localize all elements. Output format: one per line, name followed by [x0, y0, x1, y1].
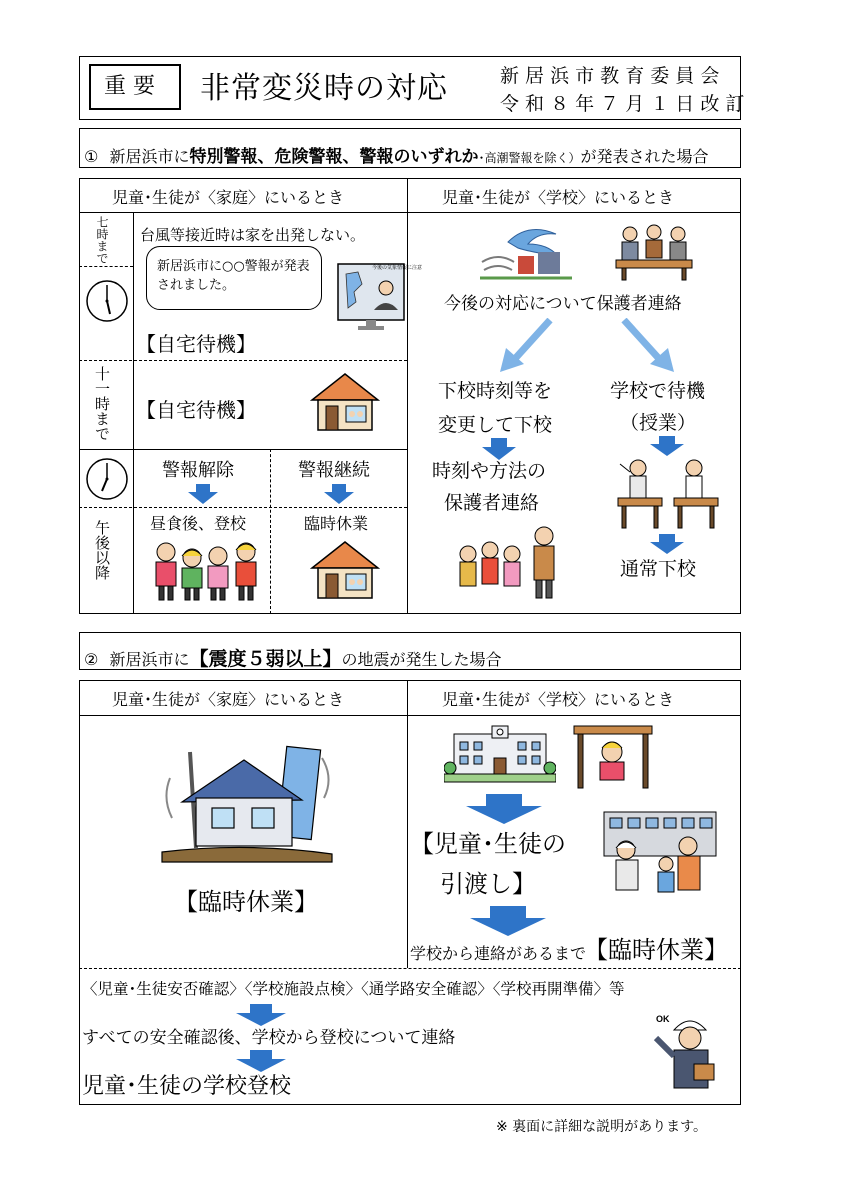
section1-tail: が発表された場合	[580, 147, 709, 166]
section2-divider	[407, 680, 408, 968]
section2-emph: 【震度５弱以上】	[189, 648, 342, 670]
down-arrow-icon	[650, 534, 684, 554]
section1-heading	[84, 142, 708, 167]
time-pm: 午後以降	[93, 520, 111, 580]
home-wait-2: 【自宅待機】	[136, 398, 256, 422]
handover-1: 【児童･生徒の	[410, 830, 566, 858]
down-arrow-icon	[188, 484, 218, 504]
branch-left-4: 保護者連絡	[444, 492, 540, 514]
badge-text: 重 要	[104, 74, 155, 99]
warning-continues: 警報継続	[298, 460, 370, 481]
section1-home-head: 児童･生徒が〈家庭〉にいるとき	[112, 188, 345, 207]
section1-head-line	[79, 212, 741, 213]
safety-checks: 〈児童･生徒安否確認〉〈学校施設点検〉〈通学路安全確認〉〈学校再開準備〉等	[82, 980, 625, 998]
section2-heading	[84, 644, 501, 671]
section2-home-head: 児童･生徒が〈家庭〉にいるとき	[112, 690, 345, 709]
handover-icon	[598, 808, 722, 902]
org-name: 新 居 浜 市 教 育 委 員 会	[500, 65, 720, 87]
row-line-c	[79, 449, 407, 450]
branch-right-1: 学校で待機	[610, 380, 706, 402]
footer-note: ※ 裏面に詳細な説明があります。	[496, 1119, 708, 1135]
branch-arrow-left	[498, 318, 558, 374]
down-arrow-icon	[470, 906, 546, 936]
home-wait-1: 【自宅待機】	[136, 332, 256, 356]
section2-lead: 新居浜市に	[109, 650, 190, 669]
section2-tail: の地震が発生した場合	[341, 650, 502, 669]
section2-head-line	[79, 715, 741, 716]
tv-caption: 今後の気象情報に注意	[372, 265, 423, 271]
branch-left-3: 時刻や方法の	[432, 460, 547, 482]
branch-arrow-right	[616, 318, 676, 374]
branch-left-1: 下校時刻等を	[438, 380, 553, 402]
time-7: 七時まで	[95, 216, 109, 264]
time-column-line	[133, 212, 134, 614]
down-arrow-icon	[650, 436, 684, 456]
school-contact: 今後の対応について保護者連絡	[444, 294, 682, 314]
until-contact: 学校から連絡があるまで	[410, 944, 587, 963]
children-walking-icon	[150, 538, 266, 604]
section1-school-head: 児童･生徒が〈学校〉にいるとき	[442, 188, 675, 207]
handover-2: 引渡し】	[440, 870, 536, 898]
down-arrow-icon	[466, 794, 542, 824]
clock-icon	[84, 456, 130, 502]
section1-emph: 特別警報、危険警報、警報のいずれか	[189, 147, 479, 167]
final-attendance: 児童･生徒の学校登校	[82, 1074, 292, 1099]
branch-right-3: 通常下校	[620, 558, 697, 580]
section1-lead: 新居浜市に	[109, 147, 190, 166]
down-arrow-icon	[324, 484, 354, 504]
parents-pickup-icon	[454, 524, 564, 600]
section2-num: ②	[84, 650, 99, 669]
down-arrow-icon	[236, 1004, 286, 1026]
section1-note: ･高潮警報を除く）	[478, 151, 581, 165]
branch-left-2: 変更して下校	[438, 414, 553, 436]
warning-cancelled: 警報解除	[162, 460, 234, 481]
row-line-a	[79, 266, 133, 267]
clock-icon	[84, 278, 130, 324]
tv-announcer-icon	[336, 262, 406, 332]
row-line-d	[79, 507, 407, 508]
home-closure: 【臨時休業】	[174, 888, 318, 916]
revision-date: 令 和 ８ 年 ７ 月 １ 日 改 訂	[500, 93, 745, 115]
row-line-b	[79, 360, 407, 361]
under-desk-icon	[572, 720, 654, 790]
school-building-icon	[444, 724, 556, 784]
after-checks: すべての安全確認後、学校から登校について連絡	[82, 1028, 456, 1048]
down-arrow-icon	[236, 1050, 286, 1072]
ok-bubble: OK	[656, 1014, 670, 1024]
worker-ok-icon	[650, 1008, 726, 1092]
section1-divider	[407, 178, 408, 614]
section2-school-head: 児童･生徒が〈学校〉にいるとき	[442, 690, 675, 709]
speech-bubble-text: 新居浜市に○○警報が発表されました。	[157, 259, 310, 293]
section2-bottom-split	[79, 968, 741, 969]
down-arrow-icon	[482, 438, 516, 460]
closure-pm: 臨時休業	[304, 514, 369, 533]
page-title: 非常変災時の対応	[200, 71, 448, 106]
house-icon	[310, 540, 380, 600]
time-11: 十一時まで	[93, 366, 111, 441]
earthquake-house-icon	[152, 738, 342, 866]
teachers-meeting-icon	[612, 222, 696, 282]
house-icon	[310, 372, 380, 432]
section1-num: ①	[84, 147, 99, 166]
branch-right-2: （授業）	[620, 412, 697, 434]
after-lunch: 昼食後、登校	[150, 514, 247, 533]
classroom-icon	[612, 454, 722, 530]
until-closure: 【臨時休業】	[584, 936, 728, 964]
speech-bubble	[146, 246, 322, 310]
row-split	[270, 449, 271, 614]
typhoon-icon	[478, 222, 574, 280]
typhoon-note: 台風等接近時は家を出発しない。	[140, 226, 366, 244]
